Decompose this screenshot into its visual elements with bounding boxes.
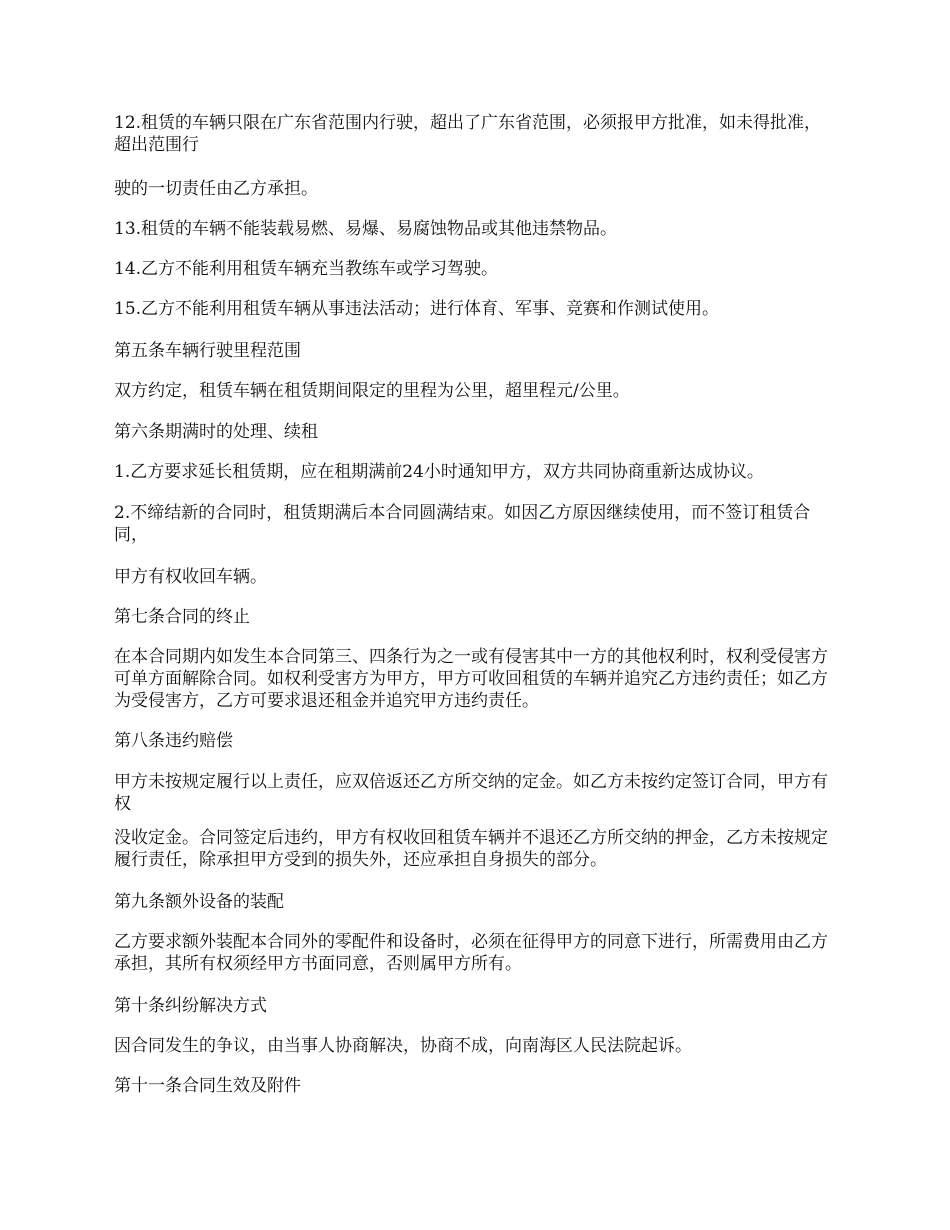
article-9-heading: 第九条额外设备的装配	[114, 892, 284, 912]
clause-12-continuation: 驶的一切责任由乙方承担。	[114, 179, 318, 199]
article-7-body: 在本合同期内如发生本合同第三、四条行为之一或有侵害其中一方的其他权利时，权利受侵害方可单方面解除合同。如权利受害方为甲方，甲方可收回租赁的车辆并追究乙方违约责任；如乙方为受侵害方，乙方可要求退还租金并追究甲方违约责任。	[114, 647, 828, 711]
article-8-heading: 第八条违约赔偿	[114, 731, 233, 751]
mileage-clause-paragraph	[114, 380, 836, 402]
mileage-clause-text: 双方约定，租赁车辆在租赁期间限定的里程为公里，超里程	[114, 381, 556, 401]
clause-13-paragraph: 13.租赁的车辆不能装载易燃、易爆、易腐蚀物品或其他违禁物品。	[114, 219, 618, 239]
article-7-heading: 第七条合同的终止	[114, 607, 250, 627]
article-6-item-2: 2.不缔结新的合同时，租赁期满后本合同圆满结束。如因乙方原因继续使用，而不签订租赁合同，	[114, 503, 811, 545]
article-6-heading: 第六条期满时的处理、续租	[114, 422, 318, 442]
article-8-body: 甲方未按规定履行以上责任，应双倍返还乙方所交纳的定金。如乙方未按约定签订合同，甲方有权	[114, 772, 828, 814]
article-9-body: 乙方要求额外装配本合同外的零配件和设备时，必须在征得甲方的同意下进行，所需费用由乙方承担，其所有权须经甲方书面同意，否则属甲方所有。	[114, 932, 828, 974]
article-6-item-2-continuation: 甲方有权收回车辆。	[114, 567, 267, 587]
clause-15-paragraph: 15.乙方不能利用租赁车辆从事违法活动；进行体育、军事、竞赛和作测试使用。	[114, 299, 720, 319]
article-10-heading: 第十条纠纷解决方式	[114, 996, 267, 1016]
article-11-heading: 第十一条合同生效及附件	[114, 1076, 301, 1096]
article-5-heading: 第五条车辆行驶里程范围	[114, 341, 301, 361]
mileage-clause-unit: 元/公里。	[556, 381, 630, 401]
clause-14-paragraph: 14.乙方不能利用租赁车辆充当教练车或学习驾驶。	[114, 259, 499, 279]
article-10-body: 因合同发生的争议，由当事人协商解决，协商不成，向南海区人民法院起诉。	[114, 1036, 692, 1056]
clause-12-paragraph: 12.租赁的车辆只限在广东省范围内行驶，超出了广东省范围，必须报甲方批准，如未得批准，超出范围行	[114, 113, 822, 155]
article-8-body-continuation: 没收定金。合同签定后违约，甲方有权收回租赁车辆并不退还乙方所交纳的押金，乙方未按规定履行责任，除承担甲方受到的损失外，还应承担自身损失的部分。	[114, 828, 828, 870]
article-6-item-1: 1.乙方要求延长租赁期，应在租期满前24小时通知甲方，双方共同协商重新达成协议。	[114, 462, 764, 482]
